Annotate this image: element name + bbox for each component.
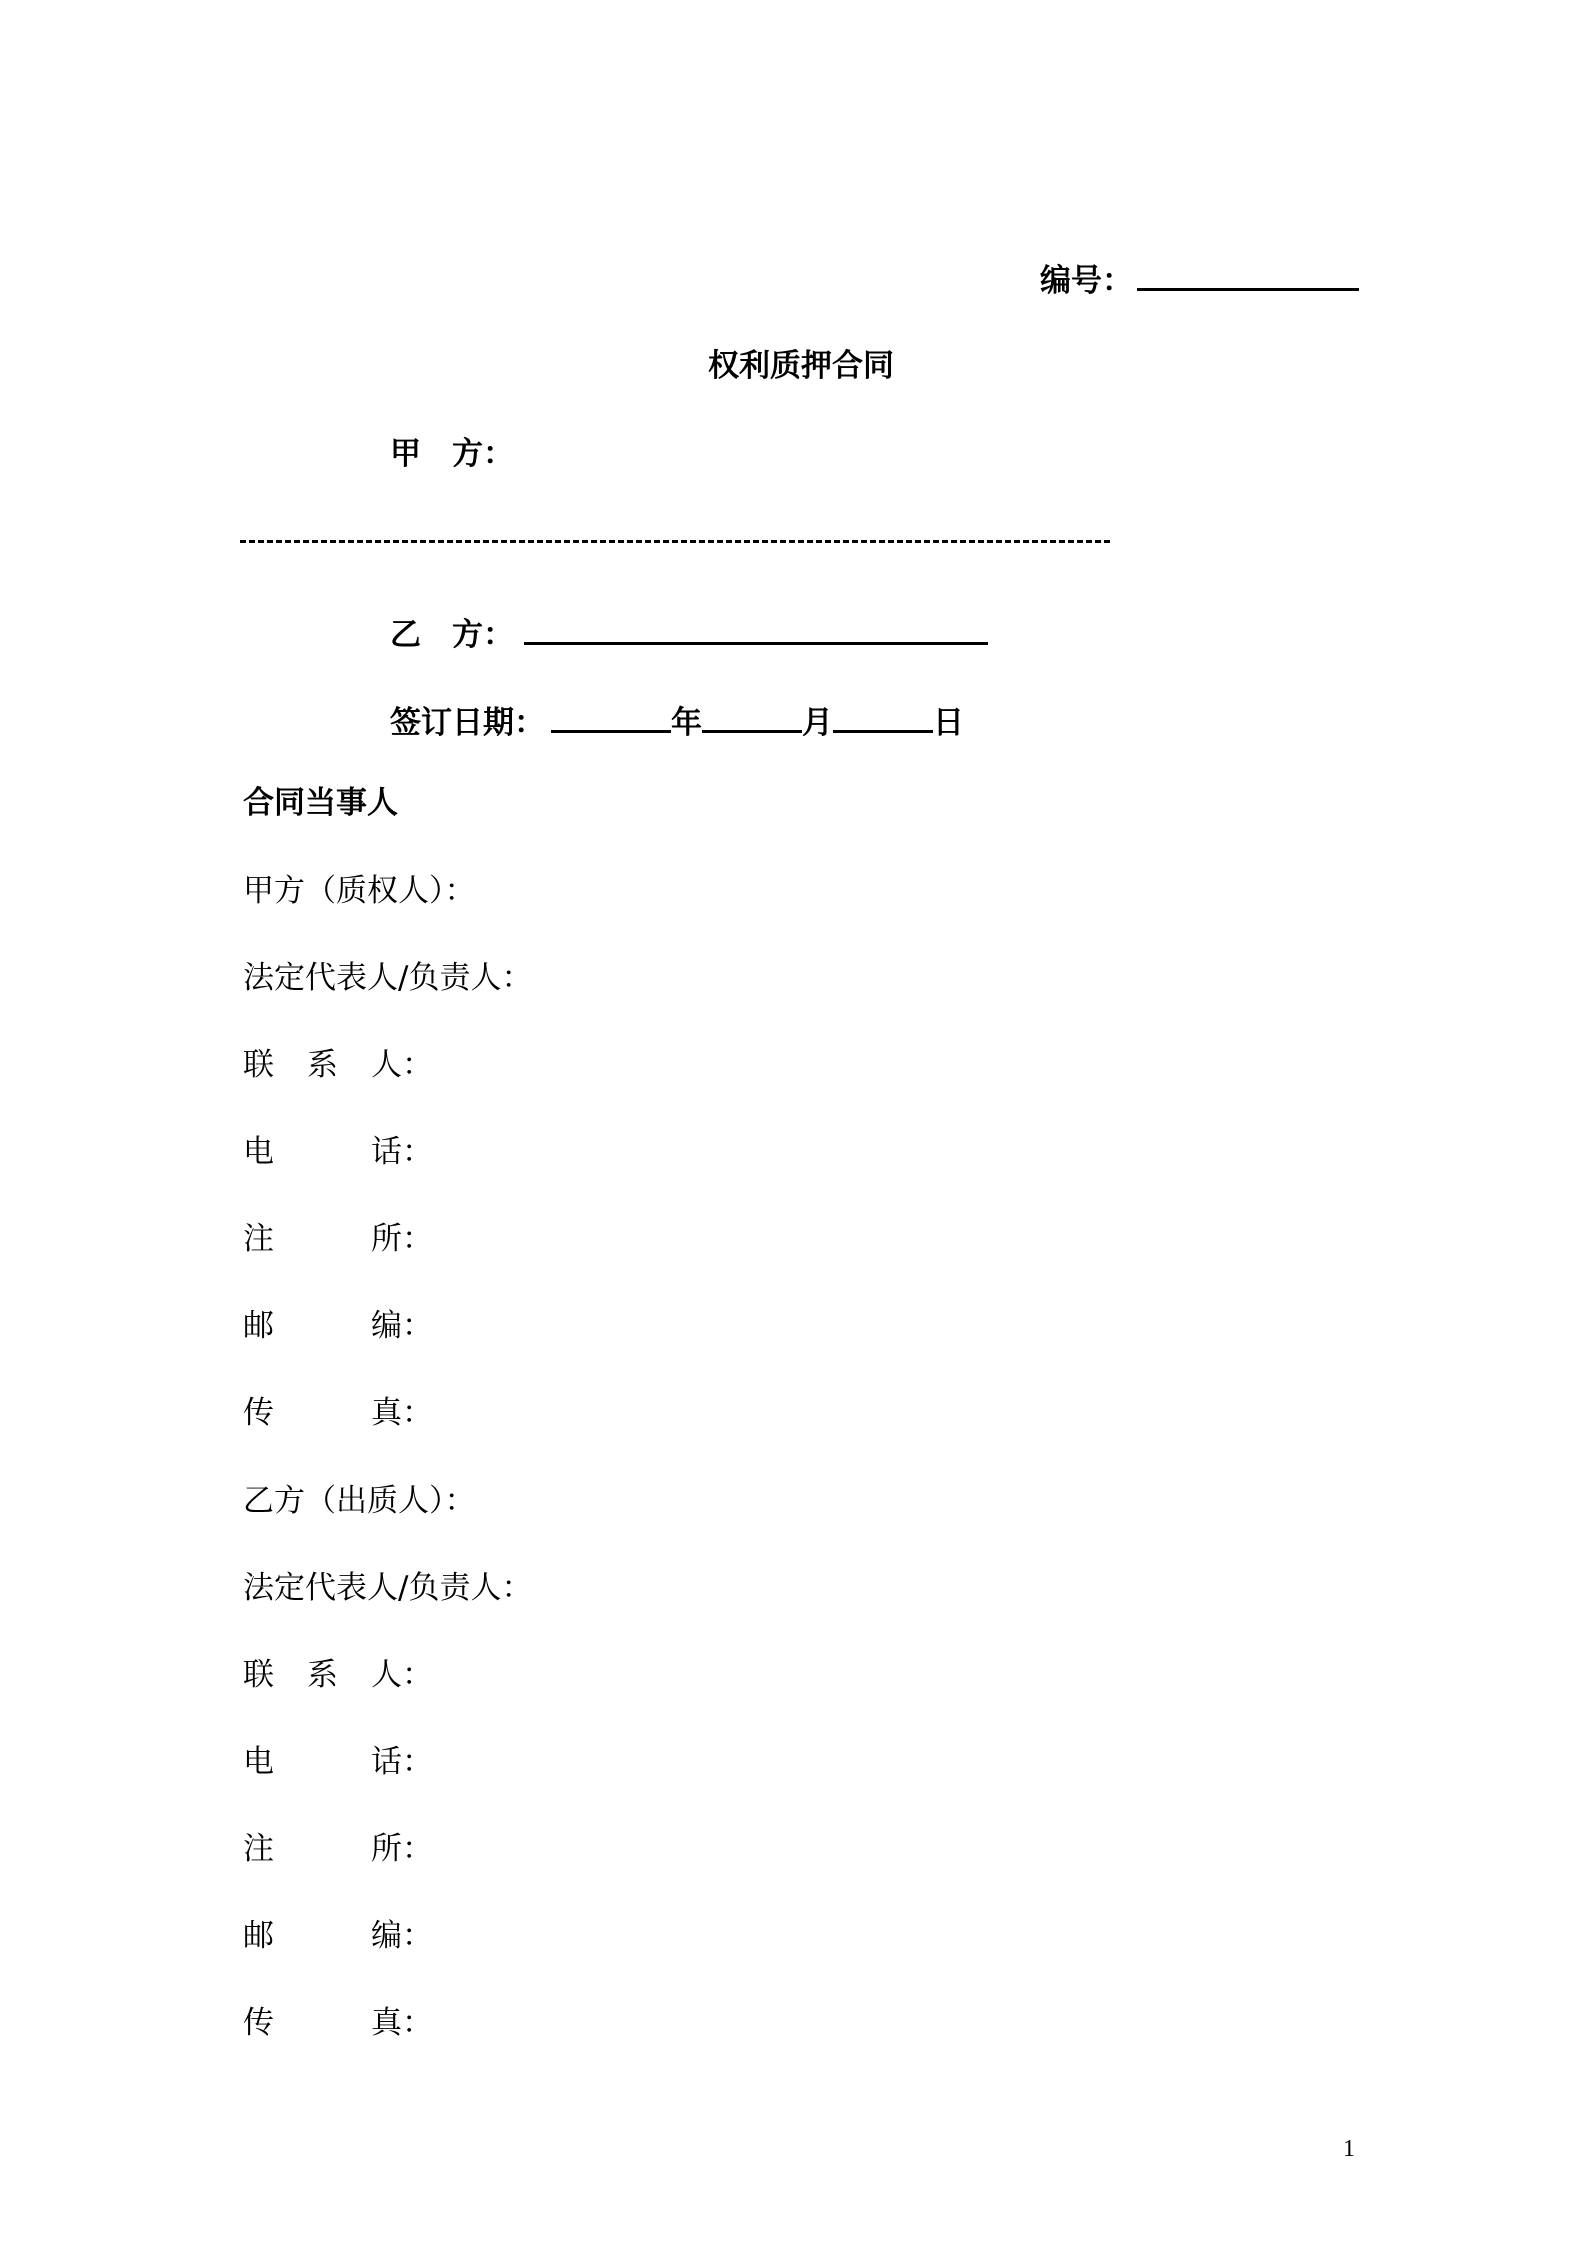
contract-number-label: 编号： bbox=[1040, 263, 1133, 299]
cover-party-a-blank[interactable] bbox=[240, 540, 1110, 543]
party-a-representative: 法定代表人/负责人： bbox=[243, 960, 533, 996]
contract-number-blank[interactable] bbox=[1137, 258, 1359, 291]
sign-date-row bbox=[390, 700, 964, 743]
sign-month-label: 月 bbox=[802, 705, 833, 741]
sign-month-blank[interactable] bbox=[702, 700, 802, 733]
cover-party-b-blank[interactable] bbox=[524, 612, 988, 645]
sign-day-blank[interactable] bbox=[833, 700, 933, 733]
party-a-heading: 甲方（质权人）： bbox=[243, 873, 476, 909]
document-page: 编号： 权利质押合同 甲 方： 乙 方： 签订日期： 年 月 日 合同当事人 甲方（质权人）： 法定代表人/负责人： 联 系 人： 电 话： 注 所： 邮 编： 传 真： 乙方（出质人）： 法定代表人/负责人： 联 系 人： 电 话： 注 所： 邮 编： 传 真： 1 bbox=[0, 0, 1586, 2244]
document-title: 权利质押合同 bbox=[708, 348, 894, 384]
page-number: 1 bbox=[1343, 2136, 1355, 2162]
party-b-heading: 乙方（出质人）： bbox=[243, 1483, 476, 1519]
cover-party-b-row bbox=[390, 612, 988, 655]
cover-party-b-label: 乙 方： bbox=[390, 617, 514, 653]
parties-heading: 合同当事人 bbox=[243, 785, 398, 821]
sign-date-label: 签订日期： bbox=[390, 705, 545, 741]
party-b-representative: 法定代表人/负责人： bbox=[243, 1570, 533, 1606]
contract-number-row bbox=[1040, 258, 1359, 301]
sign-year-blank[interactable] bbox=[551, 700, 671, 733]
sign-day-label: 日 bbox=[933, 705, 964, 741]
cover-party-a-label: 甲 方： bbox=[390, 436, 514, 472]
sign-year-label: 年 bbox=[671, 705, 702, 741]
